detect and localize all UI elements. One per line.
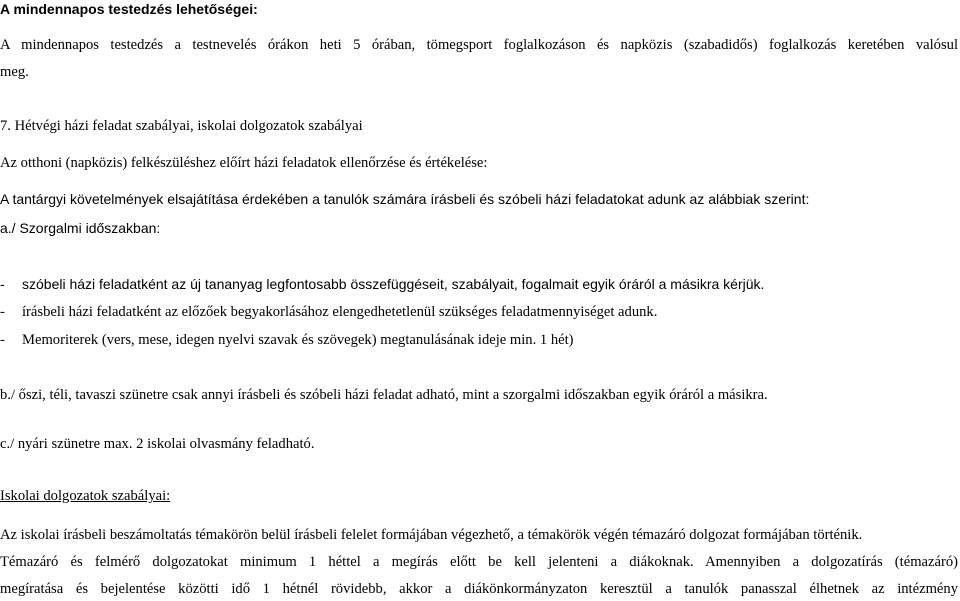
list-item bbox=[0, 275, 764, 293]
breaks-rule: b./ őszi, téli, tavaszi szünetre csak annyi írásbeli és szóbeli házi feladat adható, mint a szorgalmi időszakban egyik óráról a másikra. bbox=[0, 387, 768, 403]
heading-daily-pe: A mindennapos testedzés lehetőségei: bbox=[0, 1, 258, 17]
tests-paragraph-1: Az iskolai írásbeli beszámoltatás témakörön belül írásbeli felelet formájában végezhető, a témakörök végén témazáró dolgozat formájában történik. bbox=[0, 527, 863, 543]
tests-heading: Iskolai dolgozatok szabályai: bbox=[0, 488, 171, 504]
homework-intro: A tantárgyi követelmények elsajátítása érdekében a tanulók számára írásbeli és szóbeli házi feladatokat adunk az alábbiak szerint: bbox=[0, 191, 810, 207]
section-7-title: 7. Hétvégi házi feladat szabályai, iskolai dolgozatok szabályai bbox=[0, 118, 363, 134]
list-item bbox=[0, 303, 657, 321]
list-item bbox=[0, 331, 574, 349]
list-dash: - bbox=[0, 304, 5, 320]
term-heading: a./ Szorgalmi időszakban: bbox=[0, 220, 161, 236]
list-item-text: szóbeli házi feladatként az új tananyag legfontosabb összefüggéseit, szabályait, fogalmait egyik óráról a másikra kérjük. bbox=[22, 276, 765, 292]
list-item-text: írásbeli házi feladatként az előzőek begyakorlásához elengedhetetlenül szükséges feladatmennyiséget adunk. bbox=[22, 304, 658, 320]
daily-pe-paragraph-line1: A mindennapos testedzés a testnevelés órákon heti 5 órában, tömegsport foglalkozáson és napközis (szabadidős) foglalkozás keretében valósul bbox=[0, 37, 958, 53]
tests-paragraph-2-line1: Témazáró és felmérő dolgozatokat minimum 1 héttel a megírás előtt be kell jelenteni a diákoknak. Amennyiben a dolgozatírás (témazáró) bbox=[0, 554, 958, 570]
list-dash: - bbox=[0, 276, 5, 292]
list-item-text: Memoriterek (vers, mese, idegen nyelvi szavak és szövegek) megtanulásának ideje min. 1 hét) bbox=[22, 332, 574, 348]
daily-pe-paragraph-line2: meg. bbox=[0, 64, 29, 80]
summer-rule: c./ nyári szünetre max. 2 iskolai olvasmány feladható. bbox=[0, 436, 315, 452]
list-dash: - bbox=[0, 332, 5, 348]
tests-paragraph-2-line2: megíratása és bejelentése közötti idő 1 hétnél rövidebb, akkor a diákönkormányzaton keresztül a tanulók panasszal élhetnek az intézmény bbox=[0, 581, 958, 597]
homework-check-heading: Az otthoni (napközis) felkészüléshez előírt házi feladatok ellenőrzése és értékelése: bbox=[0, 155, 488, 171]
